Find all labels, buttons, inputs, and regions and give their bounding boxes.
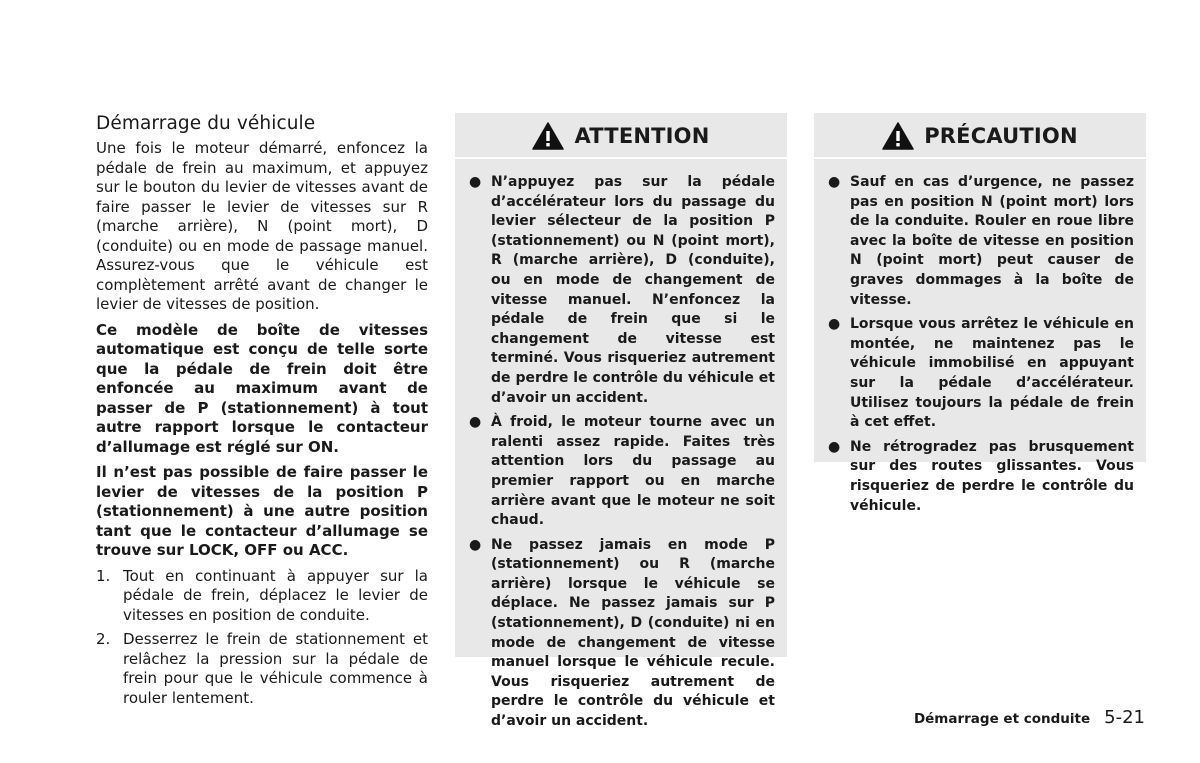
attention-header [455, 113, 787, 157]
bullet: ● [828, 316, 841, 333]
list-item [469, 173, 775, 408]
attention-list [455, 159, 787, 732]
step-text: Desserrez le frein de stationnement et relâchez la pression sur la pédale de frein pour que le véhicule commence à rouler lentement. [123, 630, 428, 707]
warning-triangle-icon [532, 122, 564, 150]
item-text: Ne rétrogradez pas brusquement sur des routes glissantes. Vous risqueriez de perdre le contrôle du véhicule. [850, 438, 1134, 514]
item-text: Sauf en cas d’urgence, ne passez pas en position N (point mort) lors de la conduite. Rouler en roue libre avec la boîte de vitesse en position N (point mort) peut causer de graves dommages à la boîte de vitesse. [850, 174, 1134, 308]
step-item [96, 630, 428, 708]
steps-list [96, 567, 428, 709]
step-item [96, 567, 428, 626]
attention-title: ATTENTION [574, 124, 710, 148]
left-column [96, 113, 428, 713]
bullet: ● [828, 438, 841, 455]
list-item [828, 173, 1134, 310]
item-text: Lorsque vous arrêtez le véhicule en montée, ne maintenez pas le véhicule immobilisé en appuyant sur la pédale d’accélérateur. Utilisez toujours la pédale de frein à cet effet. [850, 316, 1134, 431]
warning-triangle-icon [882, 122, 914, 150]
step-text: Tout en continuant à appuyer sur la pédale de frein, déplacez le levier de vitesses en position de conduite. [123, 566, 428, 624]
step-number: 1. [96, 566, 111, 585]
attention-box [455, 113, 787, 730]
bullet: ● [469, 414, 482, 431]
item-text: Ne passez jamais en mode P (stationnement) ou R (marche arrière) lorsque le véhicule se déplace. Ne passez jamais sur P (stationnement), D (conduite) ni en mode de changement de vitesse manuel lorsque le véhicule recule. Vous risqueriez autrement de perdre le contrôle du véhicule et d’avoir un accident. [491, 536, 775, 730]
intro-paragraph: Une fois le moteur démarré, enfoncez la pédale de frein au maximum, et appuyez sur le bouton du levier de vitesses avant de faire passer le levier de vitesses sur R (marche arrière), N (point mort), D (conduite) ou en mode de passage manuel. Assurez-vous que le véhicule est complètement arrêté avant de changer le levier de vitesses de position. [96, 139, 428, 313]
ignition-lock-paragraph: Il n’est pas possible de faire passer le levier de vitesses de la position P (stationnement) à une autre position tant que le contacteur d’allumage se trouve sur LOCK, OFF ou ACC. [96, 463, 428, 559]
bullet: ● [828, 174, 841, 190]
precaution-title: PRÉCAUTION [924, 124, 1078, 148]
step-number: 2. [96, 630, 111, 648]
footer-section-title: Démarrage et conduite [913, 711, 1091, 727]
list-item [469, 536, 775, 732]
precaution-box [814, 113, 1146, 514]
item-text: N’appuyez pas sur la pédale d’accélérateur lors du passage du levier sélecteur de la position P (stationnement) ou N (point mort), R (marche arrière), D (conduite), ou en mode de changement de vitesse manuel. N’enfoncez la pédale de frein que si le changement de vitesse est terminé. Vous risqueriez autrement de perdre le contrôle du véhicule et d’avoir un accident. [491, 174, 775, 406]
bullet: ● [469, 174, 482, 190]
gearbox-design-paragraph: Ce modèle de boîte de vitesses automatique est conçu de telle sorte que la pédale de frein doit être enfoncée au maximum avant de passer de P (stationnement) à tout autre rapport lorsque le contacteur d’allumage est réglé sur ON. [96, 320, 428, 456]
page-number: 5-21 [1104, 707, 1145, 728]
precaution-list [814, 159, 1146, 516]
precaution-header [814, 113, 1146, 157]
list-item [828, 438, 1134, 516]
item-text: À froid, le moteur tourne avec un ralenti assez rapide. Faites très attention lors du passage au premier rapport ou en marche arrière avant que le moteur ne soit chaud. [491, 414, 775, 529]
list-item [469, 413, 775, 531]
section-heading: Démarrage du véhicule [96, 113, 316, 134]
list-item [828, 315, 1134, 433]
bullet: ● [469, 536, 482, 553]
page-footer [914, 707, 1145, 728]
